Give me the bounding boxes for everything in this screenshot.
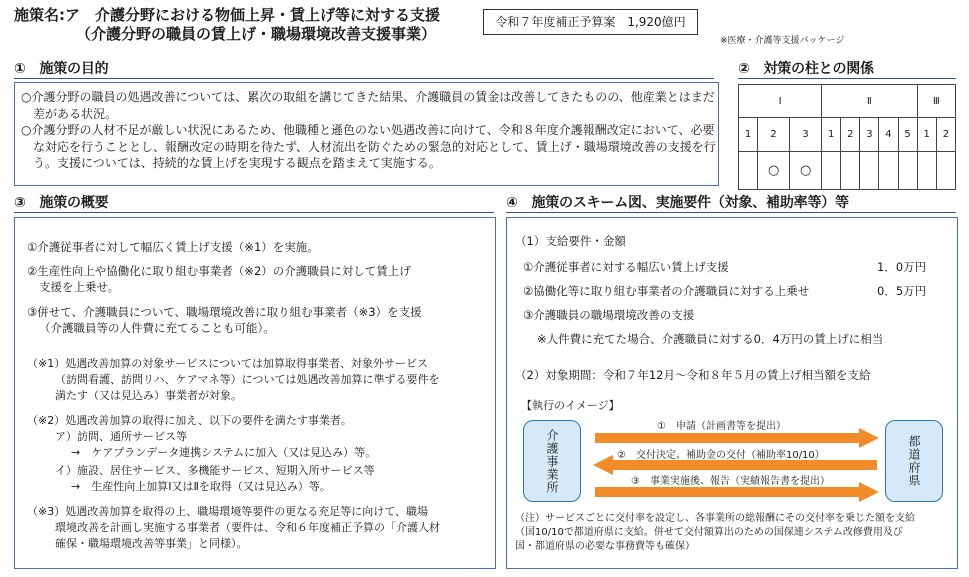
pillar-table xyxy=(738,84,956,190)
prefecture-label: 都道府県 xyxy=(907,435,921,487)
note2-line1: （※2）処遇改善加算の取得に加え、以下の要件を満たす事業者。 xyxy=(27,414,352,427)
pillar-number: 4 xyxy=(879,118,898,152)
section2-heading: ② 対策の柱との関係 xyxy=(738,61,874,77)
arrow2-label: ② 交付決定、補助金の交付（補助率10/10） xyxy=(617,450,825,461)
pillar-number: 1 xyxy=(917,118,936,152)
section2-divider xyxy=(738,78,956,79)
pillar-number: 2 xyxy=(841,118,860,152)
image-heading: 【執行のイメージ】 xyxy=(521,399,620,412)
pillar-mark: ○ xyxy=(758,152,790,190)
note2-line4: イ）施設、居住サービス、多機能サービス、短期入所サービス等 xyxy=(55,464,375,477)
overview-item-1: ①介護従事者に対して幅広く賃上げ支援（※1）を実施。 xyxy=(27,240,319,254)
pillar-number: 3 xyxy=(860,118,879,152)
page-title xyxy=(14,6,440,44)
pillar-number: 2 xyxy=(758,118,790,152)
section3-heading: ③ 施策の概要 xyxy=(14,195,109,211)
section1-box xyxy=(14,82,719,186)
section4-heading: ④ 施策のスキーム図、実施要件（対象、補助率等）等 xyxy=(506,195,849,211)
budget-box: 令和７年度補正予算案 1,920億円 xyxy=(483,9,698,35)
purpose-item-2: ○介護分野の人材不足が厳しい状況にあるため、他職種と遜色のない処遇改善に向けて、令和８年度介護報酬改定において、必要な対応を行うこととし、報酬改定の時期を待たず、人材流出を防ぐための緊急的対応として、賃上げ・職場環境改善の支援を行う。支援については、持続的な賃上げを実現する観点を踏まえて実施する。 xyxy=(21,123,716,170)
section1-divider xyxy=(14,78,714,79)
title-line2: （介護分野の職員の賃上げ・職場環境改善支援事業） xyxy=(76,25,437,43)
req1-amount: 1．0万円 xyxy=(877,260,927,274)
overview-item-2: ②生産性向上や協働化に取り組む事業者（※2）の介護職員に対して賃上げ xyxy=(27,264,411,278)
pillar-group-1: Ⅰ xyxy=(739,85,822,118)
title-line1: 施策名:ア 介護分野における物価上昇・賃上げ等に対する支援 xyxy=(14,6,441,24)
section4-box xyxy=(506,217,958,569)
pillar-mark xyxy=(860,152,879,190)
pillar-mark xyxy=(898,152,917,190)
note2-line3: → ケアプランデータ連携システムに加入（又は見込み）等。 xyxy=(71,446,377,459)
req3-note: ※人件費に充てた場合、介護職員に対する0．4万円の賃上げに相当 xyxy=(537,332,884,346)
req-heading: （1）支給要件・金額 xyxy=(515,234,626,248)
pillar-mark xyxy=(841,152,860,190)
note3-line1: （※3）処遇改善加算を取得の上、職場環境等要件の更なる充足等に向けて、職場 xyxy=(27,505,428,518)
period-text: （2）対象期間：令和７年12月～令和８年５月の賃上げ相当額を支給 xyxy=(515,368,871,382)
pillar-mark xyxy=(936,152,955,190)
req3-label: ③介護職員の職場環境改善の支援 xyxy=(523,308,695,322)
package-note: ※医療・介護等支援パッケージ xyxy=(720,36,845,46)
pillar-mark xyxy=(879,152,898,190)
care-provider-box xyxy=(523,420,581,502)
req1-label: ①介護従事者に対する幅広い賃上げ支援 xyxy=(523,260,729,274)
pillar-mark xyxy=(917,152,936,190)
req2-label: ②協働化等に取り組む事業者の介護職員に対する上乗せ xyxy=(523,284,810,298)
arrow1-label: ① 申請（計画書等を提出） xyxy=(657,421,786,432)
pillar-group-3: Ⅲ xyxy=(917,85,955,118)
overview-item-2b: 支援を上乗せ。 xyxy=(39,280,120,294)
care-provider-label: 介護事業所 xyxy=(545,428,559,494)
pillar-number: 2 xyxy=(936,118,955,152)
req2-amount: 0．5万円 xyxy=(877,284,927,298)
pillar-mark xyxy=(739,152,758,190)
pillar-number: 5 xyxy=(898,118,917,152)
pillar-number: 1 xyxy=(739,118,758,152)
section3-box xyxy=(14,217,496,569)
note3-line2: 環境改善を計画し実施する事業者（要件は、令和６年度補正予算の「介護人材 xyxy=(55,521,440,534)
prefecture-box xyxy=(885,420,943,502)
section1-heading: ① 施策の目的 xyxy=(14,61,109,77)
pillar-number: 1 xyxy=(822,118,841,152)
purpose-text xyxy=(21,89,721,172)
pillar-group-2: Ⅱ xyxy=(822,85,918,118)
pillar-mark xyxy=(822,152,841,190)
section4-divider xyxy=(506,212,956,213)
section3-divider xyxy=(14,212,494,213)
note1-line1: （※1）処遇改善加算の対象サービスについては加算取得事業者、対象外サービス xyxy=(27,357,428,370)
note2-line2: ア）訪問、通所サービス等 xyxy=(55,430,187,443)
pillar-mark: ○ xyxy=(790,152,822,190)
note3-line3: 確保・職場環境改善等事業」と同様）。 xyxy=(55,537,248,550)
note1-line3: 満たす（又は見込み）事業者が対象。 xyxy=(55,389,242,402)
pillar-number: 3 xyxy=(790,118,822,152)
scheme-note-1: （注）サービスごとに交付率を設定し、各事業所の総報酬にその交付率を乗じた額を支給 xyxy=(515,513,915,524)
overview-item-3: ③併せて、介護職員について、職場環境改善に取り組む事業者（※3）を支援 xyxy=(27,305,422,319)
scheme-note-2: （国10/10で都道府県に支給。併せて交付額算出のための国保連システム改修費用及び xyxy=(515,527,903,538)
note1-line2: （訪問看護、訪問リハ、ケアマネ等）については処遇改善加算に準ずる要件を xyxy=(55,373,440,386)
purpose-item-1: ○介護分野の職員の処遇改善については、累次の取組を講じてきた結果、介護職員の賃金は改善してきたものの、他産業とはまだ差がある状況。 xyxy=(21,90,715,121)
scheme-note-3: 国・都道府県の必要な事務費等も確保） xyxy=(515,541,695,552)
note2-line5: → 生産性向上加算Ⅰ又はⅡを取得（又は見込み）等。 xyxy=(71,480,331,493)
overview-item-3b: （介護職員等の人件費に充てることも可能）。 xyxy=(39,321,275,335)
arrow3-label: ③ 事業実施後、報告（実績報告書を提出） xyxy=(631,476,830,487)
